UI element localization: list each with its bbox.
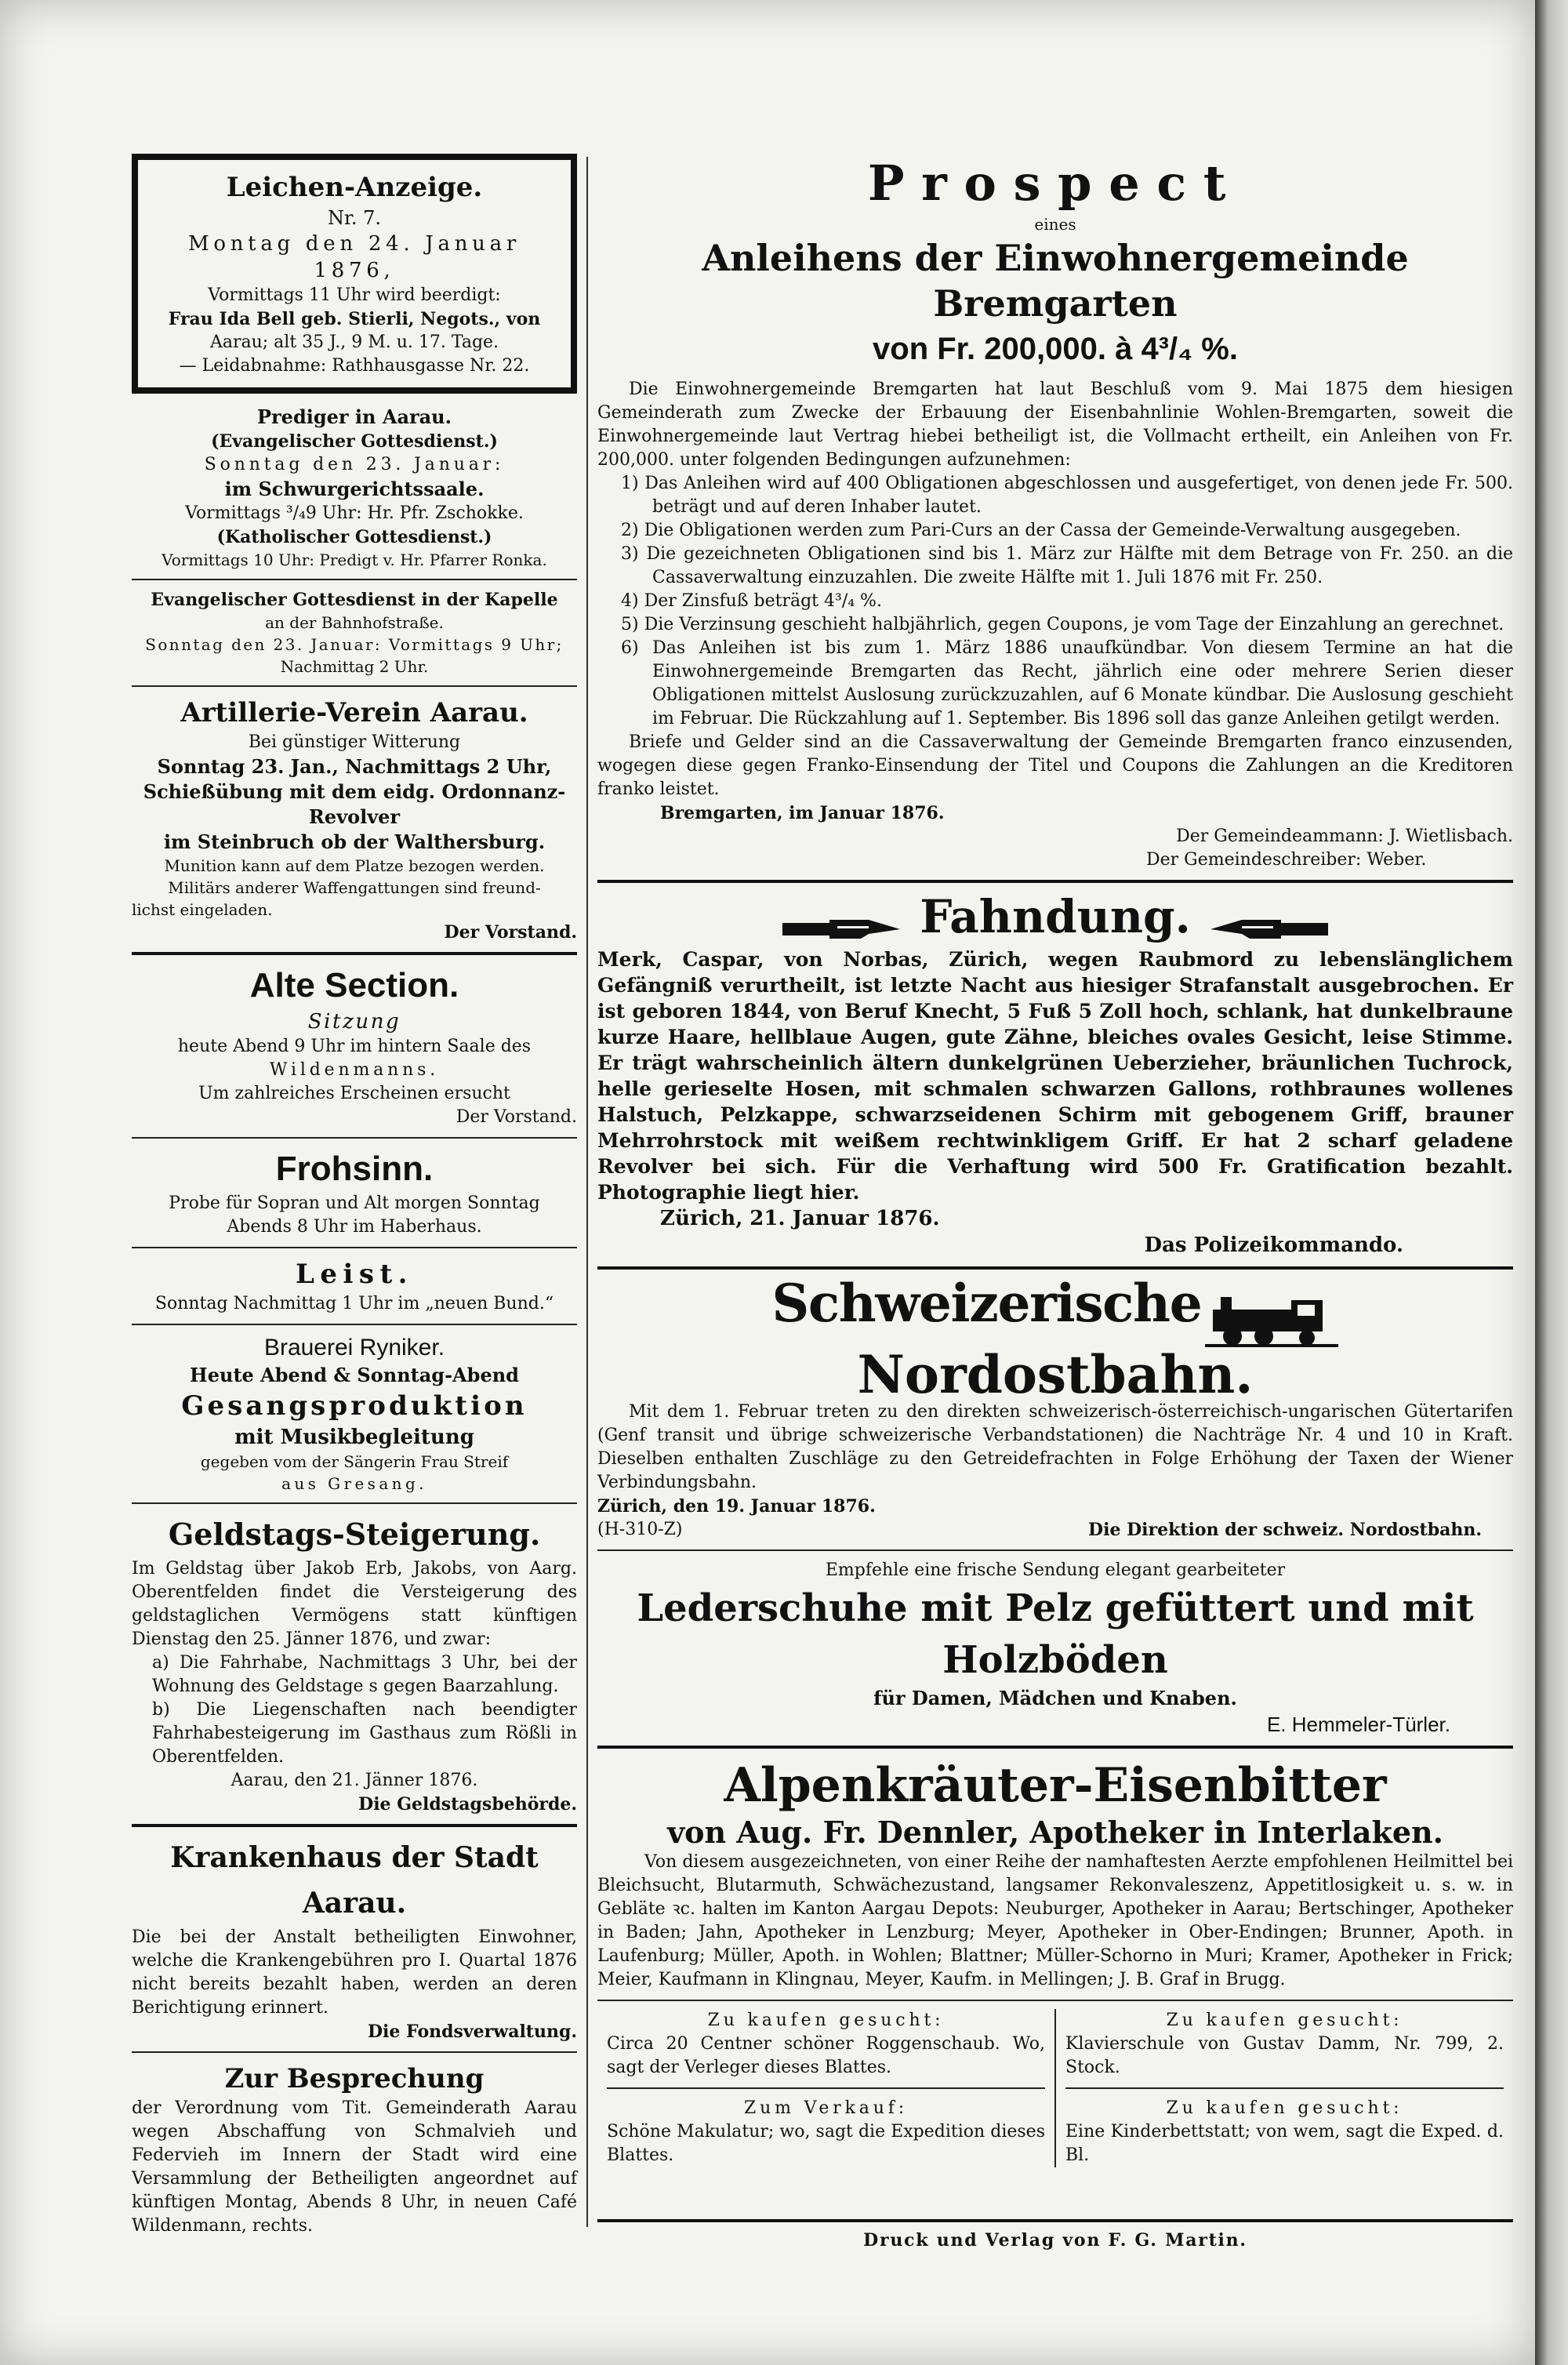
frohsinn-text: Probe für Sopran und Alt morgen Sonntag (169, 1193, 540, 1213)
alte-section-ask: Um zahlreiches Erscheinen ersucht (198, 1084, 510, 1103)
artillery-ammo: Munition kann auf dem Platze bezogen werden. (164, 856, 545, 875)
locomotive-icon (1205, 1286, 1338, 1349)
railway-heading (597, 1272, 1513, 1405)
brewery-line4: gegeben vom der Sängerin Frau Streif (200, 1452, 509, 1471)
divider (132, 1247, 577, 1248)
railway-code: (H-310-Z) (597, 1520, 683, 1539)
railway-notice (597, 1272, 1513, 1542)
frohsinn-notice (132, 1146, 577, 1239)
wanted-title: Fahndung. (920, 890, 1191, 943)
artillery-location: im Steinbruch ob der Walthersburg. (163, 830, 546, 853)
death-notice-title: Leichen-Anzeige. (226, 172, 483, 203)
small-ad-c-text: Klavierschule von Gustav Damm, Nr. 799, 2. Stock. (1065, 2034, 1504, 2077)
artillery-event: Schießübung mit dem eidg. Ordonnanz- (143, 780, 566, 803)
bitters-text: Von diesem ausgezeichneten, von einer Reihe der namhaftesten Aerzte empfohlenen Heilmittel bei Bleichsucht, Blutarmuth, Schwächezustand, langsamer Rekonvaleszenz, Appetitlosigkeit u. s. w. in Gebläte ꝛc. halten im Kanton Aargau Depots: Neuburger, Apotheker in Aarau; Bertschinger, Apotheker in Baden; Jahn, Apotheker in Lenzburg; Meyer, Apotheker in Ober-Endingen; Brunner, Apoth. in Laufenburg; Müller, Apoth. in Wohlen; Blattner; Müller-Schorno in Muri; Kramer, Apotheker in Frick; Meier, Kaufmann in Klingnau, Meyer, Kaufm. in Mellingen; J. B. Graf in Brugg. (597, 1852, 1513, 1989)
leather-title: Lederschuhe mit Pelz gefüttert und mit Holzböden (637, 1586, 1474, 1682)
prospect-condition: 3) Die gezeichneten Obligationen sind bis 1. März zur Hälfte mit dem Betrage von Fr. 250. an die Cassaverwaltung einzuzahlen. Die zweite Hälfte mit 1. Juli 1876 mit Fr. 250. (621, 544, 1513, 587)
prospect-title: Prospect (867, 154, 1243, 212)
alte-section-sub: Sitzung (307, 1010, 401, 1034)
artillery-date: Sonntag 23. Jan., Nachmittags 2 Uhr, (157, 755, 552, 778)
divider (597, 880, 1513, 883)
prospect-condition: 5) Die Verzinsung geschieht halbjährlich, gegen Coupons, je vom Tage der Einzahlung an gerechnet. (621, 615, 1504, 634)
divider (132, 1502, 577, 1504)
preacher-evangelical: (Evangelischer Gottesdienst.) (211, 431, 498, 452)
geldstag-signature: Die Geldstagsbehörde. (358, 1794, 577, 1815)
frohsinn-text-2: Abends 8 Uhr im Haberhaus. (227, 1217, 482, 1237)
artillery-others: Militärs anderer Waffengattungen sind freund- (168, 878, 541, 897)
prospect-signature-1: Der Gemeindeammann: J. Wietlisbach. (1176, 826, 1513, 846)
small-ads (597, 2009, 1513, 2167)
hospital-text: Die bei der Anstalt betheiligten Einwohner, welche die Krankengebühren pro I. Quartal 1876 nicht bereits bezahlt haben, werden an deren Berichtigung erinnert. (132, 1927, 577, 2018)
leist-notice (132, 1256, 577, 1316)
railway-date: Zürich, den 19. Januar 1876. (597, 1496, 876, 1517)
bitters-title: Alpenkräuter-Eisenbitter (724, 1758, 1387, 1813)
brewery-notice (132, 1333, 577, 1495)
prospect-letters: Briefe und Gelder sind an die Cassaverwaltung der Gemeinde Bremgarten franco einzusenden, wogegen diese gegen Franko-Einsendung der Titel und Coupons die Zahlungen an die Kreditoren franko leistet. (597, 732, 1513, 799)
divider (132, 685, 577, 687)
imprint-footer (597, 2219, 1513, 2252)
death-notice (132, 154, 577, 394)
railway-signature: Die Direktion der schweiz. Nordostbahn. (1088, 1520, 1482, 1540)
leather-intro: Empfehle eine frische Sendung elegant gearbeiteter (825, 1560, 1286, 1580)
pointing-hand-right-icon (782, 915, 900, 943)
artillery-weather: Bei günstiger Witterung (248, 732, 461, 752)
artillery-notice (132, 695, 577, 944)
railway-text: Mit dem 1. Februar treten zu den direkten schweizerisch-österreichisch-ungarischen Gütertarifen (Genf transit und übrige schweizerische Verbandstationen) die Nachträge Nr. 4 und 10 in Kraft. Dieselben enthalten Zuschläge zu den Getreidefrachten in Folge Erhöhung der Taxen der Wiener Verbindungsbahn. (597, 1402, 1513, 1492)
hospital-title: Krankenhaus der Stadt Aarau. (170, 1841, 539, 1920)
brewery-title: Brauerei Ryniker. (263, 1335, 445, 1361)
divider (597, 2219, 1513, 2222)
wanted-notice (597, 891, 1513, 1259)
chapel-title: Evangelischer Gottesdienst in der Kapelle (151, 590, 558, 610)
small-ad-a-text: Circa 20 Centner schöner Roggenschaub. Wo, sagt der Verleger dieses Blattes. (607, 2034, 1045, 2077)
bitters-ad (597, 1756, 1513, 1992)
divider (132, 579, 577, 580)
small-ad-c-title: Zu kaufen gesucht: (1166, 2011, 1403, 2030)
alte-section-title: Alte Section. (249, 966, 459, 1004)
preacher-date: Sonntag den 23. Januar: (204, 455, 505, 474)
wanted-text: Merk, Caspar, von Norbas, Zürich, wegen Raubmord zu lebenslänglichem Gefängniß verurtheilt, ist letzte Nacht aus hiesiger Strafanstalt ausgebrochen. Er ist geboren 1844, von Beruf Knecht, 5 Fuß 5 Zoll hoch, schlank, hat dunkelbraune kurze Haare, hellblaue Augen, gute Zähne, bleiches ovales Gesicht, leise Stimme. Er trägt wahrscheinlich ältern dunkelgrünen Ueberzieher, bräunlichen Tuchrock, helle gerieselte Hosen, mit schmalen schwarzen Gallons, rothbraunes wollenes Halstuch, Pelzkappe, schwarzseidenen Schirm mit gebogenem Griff, brauner Mehrrohrstock mit weißem rechtwinkligem Griff. Er hat 2 scharf geladene Revolver bei sich. Für die Verhaftung wird 500 Fr. Gratification bezahlt. Photographie liegt hier. (597, 947, 1513, 1204)
bitters-sub: von Aug. Fr. Dennler, Apotheker in Interlaken. (667, 1815, 1443, 1850)
geldstag-b: b) Die Liegenschaften nach beendigter Fahrhabesteigerung im Gasthaus zum Rößli in Oberentfelden. (152, 1700, 577, 1767)
small-ad-b-text: Schöne Makulatur; wo, sagt die Expedition dieses Blattes. (607, 2122, 1045, 2165)
brewery-line3: mit Musikbegleitung (234, 1426, 474, 1449)
railway-footer-line (597, 1518, 1513, 1542)
divider (132, 1324, 577, 1325)
death-notice-time: Vormittags 11 Uhr wird beerdigt: (208, 285, 501, 305)
small-ads-left (597, 2009, 1054, 2167)
pointing-hand-left-icon (1210, 915, 1328, 943)
prospect-condition: 2) Die Obligationen werden zum Pari-Curs an der Cassa der Gemeinde-Verwaltung ausgegeben. (621, 521, 1461, 540)
preacher-location: im Schwurgerichtssaale. (224, 478, 485, 500)
divider (607, 2087, 1045, 2089)
chapel-time: Nachmittag 2 Uhr. (280, 657, 429, 676)
death-notice-date: Montag den 24. Januar 1876, (188, 232, 521, 282)
artillery-title: Artillerie-Verein Aarau. (180, 697, 528, 728)
wanted-signature: Das Polizeikommando. (1144, 1233, 1403, 1257)
death-notice-place: Aarau; alt 35 J., 9 M. u. 17. Tage. (209, 332, 499, 352)
prospect-condition: 1) Das Anleihen wird auf 400 Obligationen abgeschlossen und ausgefertiget, von denen jede Fr. 500. beträgt und auf deren Inhaber lautet. (621, 474, 1513, 517)
wanted-heading (597, 891, 1513, 943)
right-column (597, 154, 1513, 2167)
prospect-signature-2: Der Gemeindeschreiber: Weber. (1146, 850, 1427, 870)
artillery-others-2: lichst eingeladen. (132, 900, 273, 919)
wanted-date: Zürich, 21. Januar 1876. (660, 1206, 940, 1230)
divider (597, 1549, 1513, 1551)
hospital-signature: Die Fondsverwaltung. (367, 2022, 577, 2042)
discussion-title: Zur Besprechung (224, 2063, 485, 2094)
brewery-line2: Gesangsproduktion (181, 1390, 528, 1422)
prospect-headline: Anleihens der Einwohnergemeinde Bremgarten (702, 237, 1409, 325)
preacher-time: Vormittags ³/₄9 Uhr: Hr. Pfr. Zschokke. (185, 503, 524, 523)
small-ad-d-title: Zu kaufen gesucht: (1166, 2098, 1403, 2118)
death-notice-name: Frau Ida Bell geb. Stierli, Negots., von (168, 309, 541, 329)
small-ads-right (1054, 2009, 1513, 2167)
imprint-text: Druck und Verlag von F. G. Martin. (863, 2230, 1247, 2251)
leist-text: Sonntag Nachmittag 1 Uhr im „neuen Bund.“ (154, 1294, 554, 1313)
prospect-amount: von Fr. 200,000. à 4³/₄ %. (873, 332, 1238, 366)
brewery-line1: Heute Abend & Sonntag-Abend (190, 1364, 519, 1386)
leather-sub: für Damen, Mädchen und Knaben. (873, 1687, 1237, 1709)
column-divider (586, 157, 588, 2227)
prospect-condition: 6) Das Anleihen ist bis zum 1. März 1886 unaufkündbar. Von diesem Termine an hat die Einwohnergemeinde Bremgarten das Recht, jährlich eine oder mehrere Serien dieser Obligationen mittelst Auslosung zurückzuzahlen, auf 6 Monate kündbar. Die Auslosung geschieht im Februar. Die Rückzahlung auf 1. September. Bis 1896 soll das ganze Anleihen getilgt werden. (621, 638, 1513, 728)
divider (1065, 2087, 1504, 2089)
preacher-title: Prediger in Aarau. (256, 405, 452, 428)
preacher-catholic: (Katholischer Gottesdienst.) (216, 527, 492, 547)
frohsinn-title: Frohsinn. (275, 1150, 434, 1188)
discussion-text: der Verordnung vom Tit. Gemeinderath Aarau wegen Abschaffung von Schmalvieh und Federvieh im Innern der Stadt wird eine Versammlung der Betheiligten angeordnet auf künftigen Montag, Abends 8 Uhr, in neuen Café Wildenmann, rechts. (132, 2098, 577, 2236)
prospect-intro: Die Einwohnergemeinde Bremgarten hat laut Beschluß vom 9. Mai 1875 dem hiesigen Gemeinderath zum Zwecke der Erbauung der Eisenbahnlinie Wohlen-Bremgarten, soweit die Einwohnergemeinde laut Vertrag hiebei betheiligt ist, die Vollmacht ertheilt, ein Anleihen von Fr. 200,000. unter folgenden Bedingungen aufzunehmen: (597, 380, 1513, 470)
preacher-catholic-time: Vormittags 10 Uhr: Predigt v. Hr. Pfarrer Ronka. (162, 550, 547, 569)
death-notice-number: Nr. 7. (328, 207, 381, 229)
railway-title-left: Schweizerische (771, 1272, 1202, 1334)
alte-section-signature: Der Vorstand. (456, 1107, 577, 1127)
chapel-date: Sonntag den 23. Januar: Vormittags 9 Uhr; (145, 635, 564, 654)
railway-title-right: Nordostbahn. (857, 1344, 1254, 1405)
divider (597, 1266, 1513, 1270)
artillery-signature: Der Vorstand. (444, 922, 577, 943)
divider (597, 1746, 1513, 1749)
brewery-line5: aus Gresang. (281, 1474, 427, 1493)
alte-section-time: heute Abend 9 Uhr im hintern Saale des (177, 1037, 532, 1056)
prospect-place: Bremgarten, im Januar 1876. (660, 803, 945, 823)
leist-title: Leist. (295, 1259, 414, 1290)
prospect-eines: eines (1034, 215, 1076, 234)
small-ad-b-title: Zum Verkauf: (744, 2098, 908, 2118)
geldstag-text: Im Geldstag über Jakob Erb, Jakobs, von Aarg. Oberentfelden findet die Versteigerung des geldstaglichen Vermögens statt künftigen Dienstag den 25. Jänner 1876, und zwar: (132, 1559, 577, 1649)
leather-signature: E. Hemmeler-Türler. (1266, 1713, 1450, 1736)
hospital-notice (132, 1835, 577, 2043)
small-ad-a-title: Zu kaufen gesucht: (707, 2011, 945, 2030)
divider (132, 952, 577, 955)
geldstag-date: Aarau, den 21. Jänner 1876. (230, 1771, 478, 1790)
artillery-event-2: Revolver (308, 805, 401, 828)
geldstag-a: a) Die Fahrhabe, Nachmittags 3 Uhr, bei der Wohnung des Geldstage s gegen Baarzahlung. (152, 1653, 577, 1696)
chapel-notice (132, 588, 577, 678)
left-column (132, 154, 577, 2238)
prospect-notice (597, 154, 1513, 872)
death-notice-pickup: — Leidabnahme: Rathhausgasse Nr. 22. (179, 356, 530, 376)
small-ad-d-text: Eine Kinderbettstatt; von wem, sagt die Exped. d. Bl. (1065, 2122, 1504, 2165)
chapel-street: an der Bahnhofstraße. (265, 613, 444, 632)
geldstag-title: Geldstags-Steigerung. (168, 1517, 541, 1552)
geldstag-notice (132, 1512, 577, 1816)
divider (597, 2000, 1513, 2001)
prospect-conditions (597, 472, 1513, 731)
discussion-notice (132, 2061, 577, 2238)
prospect-condition: 4) Der Zinsfuß beträgt 4³/₄ %. (621, 591, 882, 611)
leather-shoes-ad (597, 1559, 1513, 1738)
divider (132, 2051, 577, 2053)
divider (132, 1137, 577, 1139)
page-edge (1535, 0, 1568, 2365)
alte-section-place: Wildenmanns. (269, 1060, 440, 1080)
alte-section-notice (132, 963, 577, 1129)
divider (132, 1824, 577, 1827)
preacher-notice (132, 405, 577, 571)
